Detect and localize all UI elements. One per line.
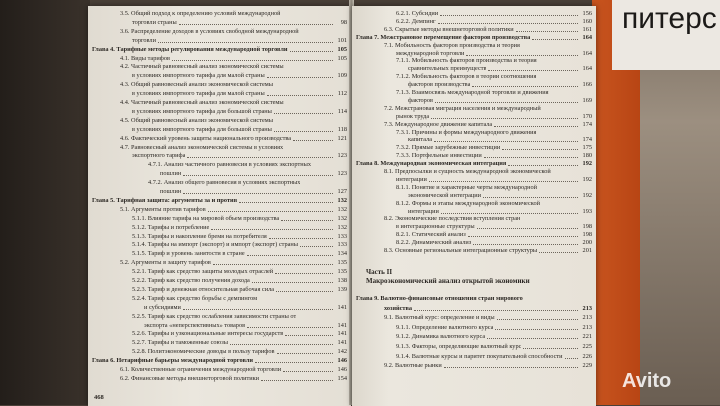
leader-dots	[532, 34, 578, 40]
toc-entry-title: рынок труда	[396, 112, 430, 120]
toc-entry-title: 4.4. Частичный равновесный анализ экономической системы	[120, 99, 284, 106]
toc-entry-title: 5.1.2. Тарифы и потребление	[132, 223, 210, 231]
toc-entry-title: 3.6. Распределение доходов в условиях свободной международной	[120, 27, 299, 35]
page-number: 468	[94, 394, 104, 401]
leader-dots	[502, 144, 578, 150]
leader-dots	[285, 330, 333, 336]
toc-entry-title: 7.3.1. Причины и формы международного движения	[396, 128, 537, 136]
leader-dots	[497, 314, 578, 320]
part-title: Часть II	[366, 268, 393, 276]
leader-dots	[293, 135, 333, 141]
left-page	[88, 6, 351, 406]
leader-dots	[438, 18, 578, 24]
toc-entry-page: 166	[582, 81, 592, 89]
toc-entry-title: 4.7.2. Анализ общего равновесия в условиях экспортных	[148, 179, 301, 187]
toc-entry-title: 5.2.5. Тариф как средство ослабления зависимости страны от	[132, 312, 297, 320]
leader-dots	[183, 170, 333, 176]
leader-dots	[466, 50, 578, 56]
toc-entry-title: 5.1. Аргументы против тарифов	[120, 205, 206, 213]
background-left	[0, 0, 90, 405]
leader-dots	[441, 208, 578, 214]
toc-entry-title: 5.2.6. Тарифы и узконациональные интересы государств	[132, 330, 284, 338]
leader-dots	[414, 305, 578, 311]
toc-entry-title: 5.1.4. Тарифы на импорт (экспорт) и импорт (экспорт) страны	[132, 241, 299, 249]
toc-entry-title: сравнительных преимуществ	[408, 65, 487, 73]
toc-entry-title: 9.1.3. Факторы, определяющие валютный курс	[396, 343, 522, 350]
leader-dots	[290, 46, 333, 52]
toc-entry-title: 8.2.1. Статический анализ	[396, 231, 466, 239]
toc-entry-page: 134	[337, 250, 347, 258]
toc-entry-page: 164	[582, 33, 592, 41]
toc-entry-title: в условиях импортного тарифа для малой страны	[132, 90, 265, 98]
toc-entry-page: 141	[337, 321, 347, 329]
toc-entry-title: факторов	[408, 96, 433, 104]
toc-entry-page: 193	[582, 207, 592, 215]
toc-entry-title: 6.1. Количественные ограничения международной торговли	[120, 366, 282, 373]
toc-entry-title: интеграции	[408, 207, 439, 215]
toc-entry-title: 4.7. Равновесный анализ экономической системы в условиях	[120, 143, 284, 151]
toc-entry-page: 139	[337, 285, 347, 293]
leader-dots	[431, 113, 578, 119]
toc-entry-title: 9.1. Валютный курс: определение и виды	[384, 314, 495, 322]
toc-entry-title: в условиях импортного тарифа для малой страны	[132, 72, 265, 80]
toc-entry-title: 4.1. Виды тарифов	[120, 54, 170, 62]
toc-entry-title: 9.1.4. Валютные курсы и паритет покупательной способности	[396, 352, 563, 360]
toc-entry-title: 5.2.7. Тарифы и таможенные союзы	[132, 339, 228, 347]
toc-entry-title: в интеграционные структуры	[396, 223, 475, 231]
leader-dots	[494, 121, 578, 127]
toc-entry-page: 135	[337, 259, 347, 267]
toc-entry-title: 6.3. Скрытые методы внешнеторговой политики	[384, 25, 514, 33]
leader-dots	[483, 192, 578, 198]
toc-entry-title: 6.2.2. Демпинг	[396, 17, 436, 25]
toc-entry-page: 121	[337, 134, 347, 142]
toc-entry-title: Глава 4. Тарифные методы регулирования международной торговли	[92, 45, 288, 53]
toc-entry-title: 4.6. Фактический уровень защиты национального производства	[120, 134, 292, 142]
toc-entry-page: 133	[337, 232, 347, 240]
toc-entry-title: 5.2.8. Политэкономические доводы в пользу тарифов	[132, 348, 275, 356]
avito-watermark: Avito	[622, 370, 672, 392]
toc-entry-title: 5.2.2. Тариф как средство получения дохода	[132, 277, 250, 284]
toc-entry-title: 6.2. Финансовые методы внешнеторговой политики	[120, 374, 260, 382]
toc-entry-title: 5.1.5. Тариф и уровень занятости в стране	[132, 250, 245, 258]
toc-entry-title: факторов производства	[408, 81, 471, 89]
toc-entry-title: 7.3. Международное движение капитала	[384, 120, 493, 128]
toc-entry-title: в условиях импортного тарифа для большой страны	[132, 107, 272, 115]
toc-entry-title: Глава 6. Нетарифные барьеры международной торговли	[92, 357, 253, 365]
leader-dots	[477, 223, 578, 229]
leader-dots	[276, 286, 333, 292]
leader-dots	[435, 97, 578, 103]
toc-entry-page: 169	[582, 96, 592, 104]
toc-entry-title: 4.7.1. Анализ частичного равновесия в условиях экспортных	[148, 161, 311, 169]
leader-dots	[523, 343, 578, 349]
toc-entry-page: 225	[582, 343, 592, 350]
leader-dots	[440, 10, 578, 16]
toc-entry-page: 156	[582, 10, 592, 17]
toc-entry-title: в условиях импортного тарифа для большой страны	[132, 125, 272, 133]
brand-logo: питерс	[622, 2, 717, 35]
toc-entry-title: 5.2.1. Тариф как средство защиты молодых отраслей	[132, 268, 274, 276]
toc-entry-title: торговли страны	[132, 18, 177, 26]
leader-dots	[516, 26, 578, 32]
toc-entry-title: экспортного тарифа	[132, 152, 186, 160]
toc-entry-page: 98	[340, 18, 347, 26]
toc-entry-page: 146	[337, 357, 347, 365]
toc-entry-title: 6.2.1. Субсидии	[396, 10, 439, 17]
toc-entry-page: 164	[582, 65, 592, 73]
leader-dots	[429, 176, 578, 182]
toc-entry-title: торговли	[132, 36, 156, 44]
toc-entry-page: 112	[337, 90, 347, 98]
leader-dots	[269, 233, 333, 239]
toc-entry-page: 200	[582, 239, 592, 247]
leader-dots	[484, 152, 578, 158]
toc-entry-title: пошлин	[160, 188, 182, 195]
toc-entry-title: пошлин	[160, 170, 182, 178]
toc-entry-page: 154	[337, 374, 347, 382]
toc-entry-page: 132	[337, 214, 347, 222]
leader-dots	[213, 259, 333, 265]
toc-entry-page: 109	[337, 72, 347, 80]
leader-dots	[508, 160, 578, 166]
leader-dots	[539, 247, 578, 253]
toc-entry-page: 229	[582, 362, 592, 370]
toc-entry-title: и субсидиями	[144, 303, 181, 311]
leader-dots	[281, 215, 333, 221]
leader-dots	[444, 362, 578, 368]
toc-entry-page: 141	[337, 303, 347, 311]
leader-dots	[252, 277, 333, 283]
toc-entry-page: 135	[337, 268, 347, 276]
toc-entry-page: 213	[582, 323, 592, 331]
toc-entry-page: 114	[337, 107, 347, 115]
leader-dots	[283, 366, 333, 372]
leader-dots	[255, 357, 333, 363]
leader-dots	[261, 375, 333, 381]
toc-entry-page: 175	[582, 144, 592, 152]
toc-entry-title: 7.2. Межстрановая миграция населения и международный	[384, 104, 541, 112]
toc-entry-title: Глава 5. Тарифная защита: аргументы за и против	[92, 196, 238, 204]
toc-entry-page: 180	[582, 152, 592, 160]
toc-entry-page: 221	[582, 333, 592, 341]
toc-entry-page: 213	[582, 304, 592, 312]
toc-entry-title: 7.3.3. Портфельные инвестиции	[396, 152, 482, 160]
toc-entry-title: Глава 8. Международная экономическая интеграция	[356, 160, 507, 168]
leader-dots	[434, 136, 578, 142]
leader-dots	[247, 250, 333, 256]
leader-dots	[495, 324, 578, 330]
leader-dots	[230, 339, 333, 345]
leader-dots	[267, 72, 333, 78]
leader-dots	[487, 333, 578, 339]
leader-dots	[275, 268, 333, 274]
toc-entry-title: Глава 9. Валютно-финансовые отношения стран мирового	[356, 295, 523, 302]
leader-dots	[468, 231, 578, 237]
toc-entry-page: 226	[582, 352, 592, 360]
toc-entry-title: экономической интеграции	[408, 191, 482, 199]
toc-entry-title: 3.5. Общий подход к определению условий международной	[120, 10, 281, 17]
toc-entry-page: 174	[582, 120, 592, 128]
toc-entry-page: 174	[582, 136, 592, 144]
toc-entry-title: международной торговли	[396, 49, 465, 57]
leader-dots	[565, 353, 578, 359]
toc-entry-page: 141	[337, 330, 347, 338]
toc-entry-title: 5.2. Аргументы в защиту тарифов	[120, 259, 211, 267]
toc-entry-page: 101	[337, 36, 347, 44]
toc-entry-page: 142	[337, 348, 347, 356]
toc-entry-title: 8.3. Основные региональные интеграционные структуры	[384, 247, 538, 254]
toc-entry-page: 127	[337, 188, 347, 195]
leader-dots	[274, 108, 333, 114]
leader-dots	[183, 304, 333, 310]
toc-entry-title: 7.1.2. Мобильность факторов в теории соотношения	[396, 73, 537, 81]
toc-entry-title: 5.2.4. Тариф как средство борьбы с демпингом	[132, 294, 258, 302]
toc-entry-page: 192	[582, 191, 592, 199]
toc-entry-title: хозяйства	[384, 304, 413, 312]
toc-entry-title: 5.1.3. Тарифы и накопление бремя на потребителя	[132, 232, 267, 240]
toc-entry-page: 213	[582, 314, 592, 322]
toc-entry-page: 105	[337, 45, 347, 53]
leader-dots	[158, 37, 333, 43]
leader-dots	[208, 206, 333, 212]
toc-entry-page: 118	[337, 125, 347, 133]
leader-dots	[488, 65, 578, 71]
toc-entry-page: 192	[582, 175, 592, 183]
toc-entry-title: капитала	[408, 136, 433, 144]
leader-dots	[267, 90, 333, 96]
leader-dots	[274, 126, 333, 132]
toc-entry-title: 5.1.1. Влияние тарифа на мировой объем производства	[132, 214, 280, 222]
toc-entry-page: 141	[337, 339, 347, 347]
leader-dots	[183, 188, 333, 194]
toc-entry-title: 9.2. Валютные рынки	[384, 362, 442, 370]
right-page	[352, 6, 596, 406]
toc-entry-page: 201	[582, 247, 592, 254]
leader-dots	[172, 55, 333, 61]
toc-entry-title: 7.1.1. Мобильность факторов производства и теория	[396, 57, 537, 65]
toc-entry-page: 198	[582, 223, 592, 231]
toc-entry-page: 132	[337, 223, 347, 231]
toc-entry-title: 8.1.1. Понятие и характерные черты международной	[396, 183, 538, 191]
leader-dots	[179, 19, 333, 25]
toc-entry-page: 133	[337, 241, 347, 249]
toc-entry-title: 9.1.2. Динамика валютного курса	[396, 333, 486, 341]
toc-entry-page: 123	[337, 152, 347, 160]
leader-dots	[247, 322, 333, 328]
toc-entry-title: 4.5. Общий равновесный анализ экономической системы	[120, 116, 273, 124]
toc-entry-title: 4.3. Общий равновесный анализ экономической системы	[120, 81, 273, 89]
leader-dots	[300, 241, 333, 247]
toc-entry-title: 7.3.2. Прямые зарубежные инвестиции	[396, 144, 501, 152]
toc-entry-page: 160	[582, 17, 592, 25]
toc-entry-title: 8.2. Экономические последствия вступления стран	[384, 215, 521, 223]
toc-entry-title: 7.1.3. Взаимосвязь международной торговли и движения	[396, 89, 549, 96]
toc-entry-page: 132	[337, 196, 347, 204]
toc-entry-title: 8.1.2. Формы и этапы международной экономической	[396, 199, 541, 207]
part-subtitle: Макроэкономический анализ открытой экономики	[366, 277, 530, 285]
toc-entry-title: 4.2. Частичный равновесный анализ экономической системы	[120, 63, 284, 71]
toc-entry-page: 170	[582, 112, 592, 120]
toc-entry-title: 8.1. Предпосылки и сущность международной экономической	[384, 168, 551, 175]
toc-entry-page: 164	[582, 49, 592, 57]
leader-dots	[211, 224, 333, 230]
toc-entry-title: интеграции	[396, 175, 427, 183]
leader-dots	[473, 239, 578, 245]
toc-entry-page: 132	[337, 205, 347, 213]
leader-dots	[187, 152, 333, 158]
toc-entry-page: 146	[337, 366, 347, 373]
toc-entry-title: Глава 7. Межстрановое перемещение факторов производства	[356, 33, 531, 41]
toc-entry-page: 105	[337, 54, 347, 62]
toc-entry-title: 8.2.2. Динамический анализ	[396, 239, 472, 247]
toc-entry-title: 7.1. Мобильность факторов производства и теория	[384, 41, 520, 49]
toc-entry-page: 123	[337, 170, 347, 178]
toc-entry-title: 9.1.1. Определение валютного курса	[396, 323, 494, 331]
leader-dots	[277, 348, 333, 354]
toc-entry-page: 198	[582, 231, 592, 239]
toc-entry-title: экспорта «неперспективных» товаров	[144, 321, 246, 329]
toc-entry-title: 5.2.3. Тариф и денежная относительная рабочая сила	[132, 285, 275, 293]
toc-entry-page: 138	[337, 277, 347, 284]
toc-entry-page: 161	[582, 25, 592, 33]
leader-dots	[472, 81, 578, 87]
leader-dots	[239, 197, 333, 203]
toc-entry-page: 192	[582, 160, 592, 168]
